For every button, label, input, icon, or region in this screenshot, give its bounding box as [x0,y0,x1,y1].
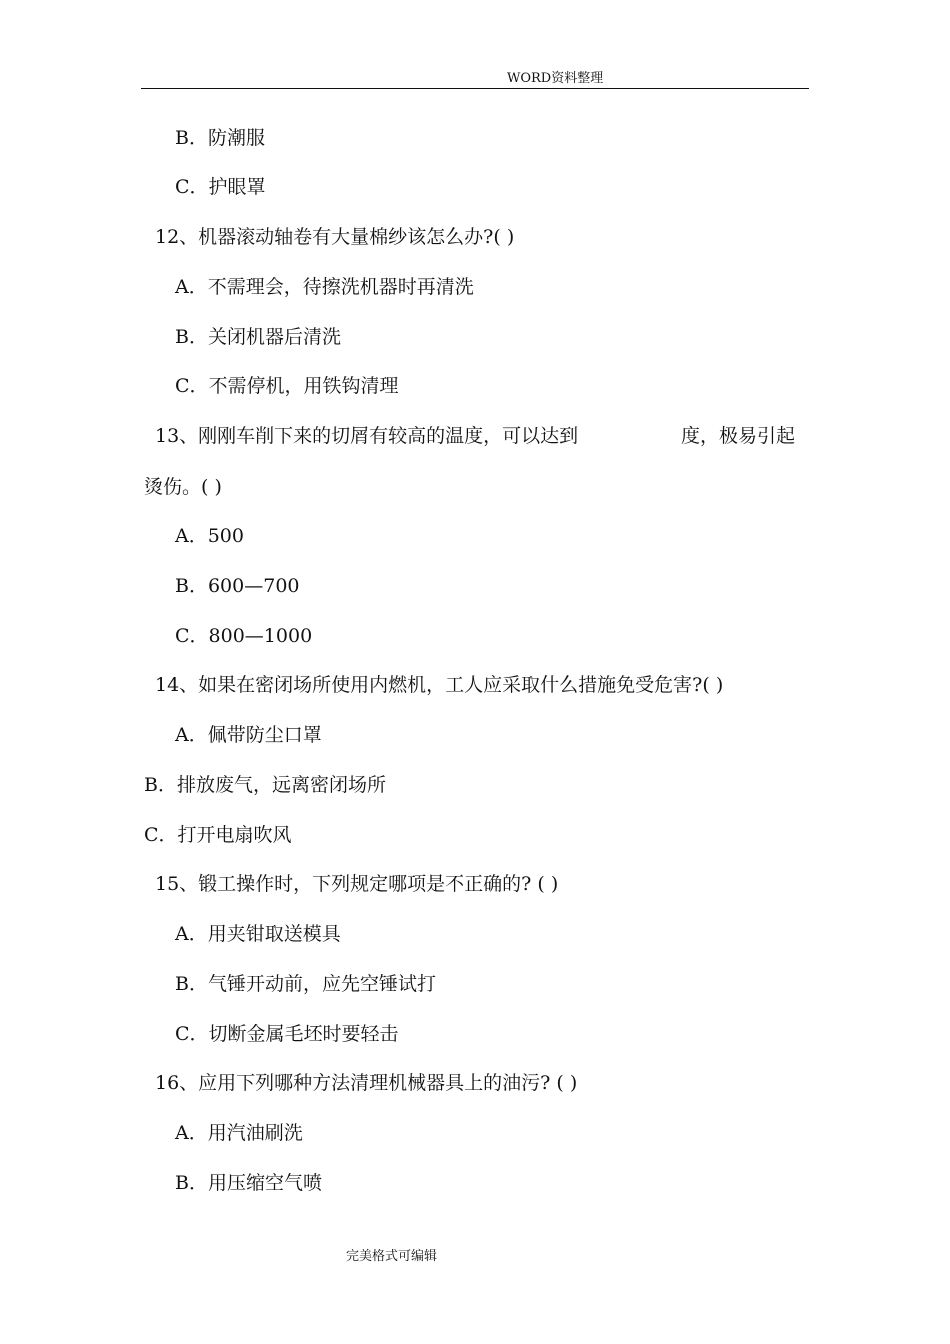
question-15: 15、锻工操作时，下列规定哪项是不正确的? ( ) [155,873,559,895]
option-12-b: B．关闭机器后清洗 [175,326,341,348]
question-14: 14、如果在密闭场所使用内燃机，工人应采取什么措施免受危害?( ) [155,674,724,696]
question-12: 12、机器滚动轴卷有大量棉纱该怎么办?( ) [155,226,515,248]
option-12-a: A．不需理会，待擦洗机器时再清洗 [175,276,474,298]
option-13-c: C．800—1000 [175,625,313,647]
question-16: 16、应用下列哪种方法清理机械器具上的油污? ( ) [155,1072,578,1094]
question-13-part1: 13、刚刚车削下来的切屑有较高的温度，可以达到 [155,425,579,447]
option-14-c: C．打开电扇吹风 [144,824,292,846]
option-15-b: B．气锤开动前，应先空锤试打 [175,973,436,995]
question-13-part3: 烫伤。( ) [144,476,222,498]
option-11-b: B．防潮服 [175,127,265,149]
option-13-b: B．600—700 [175,575,300,597]
option-12-c: C．不需停机，用铁钩清理 [175,375,399,397]
question-13-part2: 度，极易引起 [681,425,796,447]
header-divider [141,88,809,89]
page-footer-text: 完美格式可编辑 [346,1249,438,1264]
option-16-b: B．用压缩空气喷 [175,1172,322,1194]
option-14-a: A．佩带防尘口罩 [175,724,322,746]
page-header-title: WORD资料整理 [507,71,604,86]
option-11-c: C．护眼罩 [175,176,266,198]
option-15-c: C．切断金属毛坯时要轻击 [175,1023,399,1045]
option-13-a: A．500 [175,525,244,547]
option-14-b: B．排放废气，远离密闭场所 [144,774,386,796]
option-15-a: A．用夹钳取送模具 [175,923,341,945]
option-16-a: A．用汽油刷洗 [175,1122,303,1144]
